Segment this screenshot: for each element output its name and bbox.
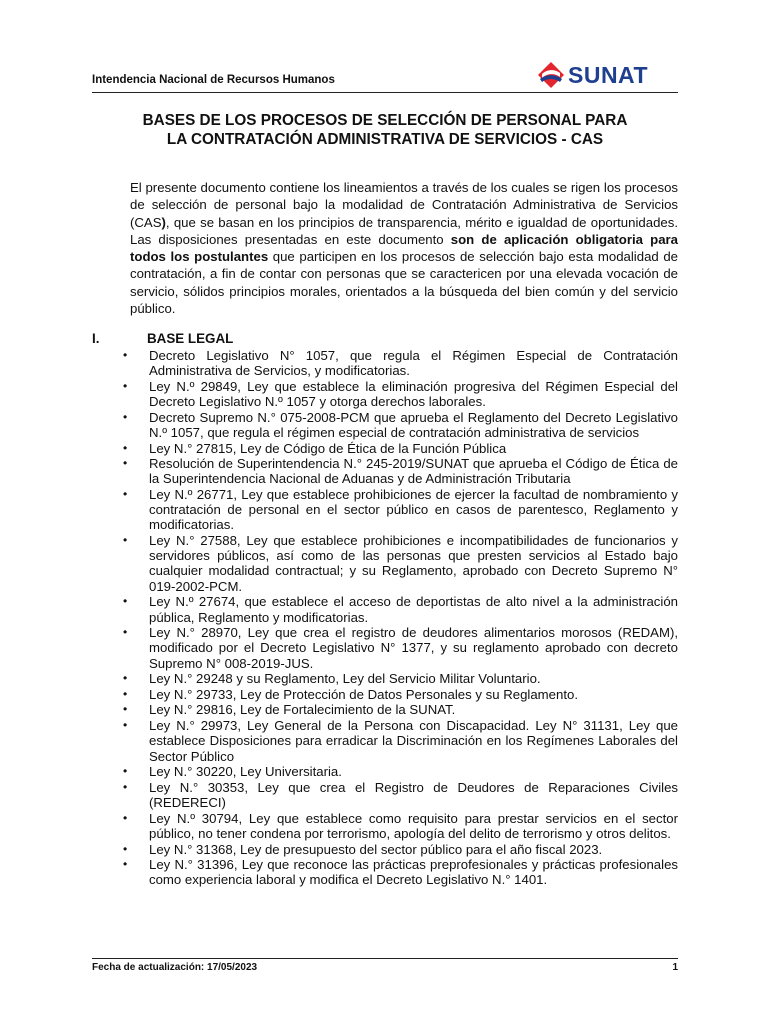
list-item	[92, 811, 678, 841]
list-item-text: Decreto Legislativo N° 1057, que regula el Régimen Especial de Contratación Administrativa de Servicios, y modificatorias.	[149, 348, 678, 379]
list-item-text: Ley N.° 29973, Ley General de la Persona con Discapacidad. Ley N° 31131, Ley que establece Disposiciones para erradicar la Discriminación en los Regímenes Laborales del Sector Público	[149, 718, 678, 764]
list-item-text: Ley N.º 27674, que establece el acceso de deportistas de alto nivel a la administración pública, Reglamento y modificatorias.	[149, 594, 678, 625]
list-item-text: Decreto Supremo N.° 075-2008-PCM que aprueba el Reglamento del Decreto Legislativo N.º 1057, que regula el régimen especial de contratación administrativa de servicios	[149, 409, 678, 440]
bullet-icon: •	[123, 764, 128, 779]
legal-list	[92, 348, 678, 888]
header-organization: Intendencia Nacional de Recursos Humanos	[92, 74, 335, 86]
bullet-icon: •	[123, 594, 128, 609]
list-item	[92, 702, 678, 717]
document-title	[92, 111, 678, 149]
bullet-icon: •	[123, 456, 128, 471]
list-item-text: Ley N.° 31396, Ley que reconoce las prácticas preprofesionales y prácticas profesionales como experiencia laboral y modifica el Decreto Legislativo N.° 1401.	[149, 857, 678, 888]
list-item	[92, 594, 678, 624]
list-item	[92, 410, 678, 440]
document-title-line-2: LA CONTRATACIÓN ADMINISTRATIVA DE SERVICIOS - CAS	[166, 131, 604, 148]
bullet-icon: •	[123, 857, 128, 872]
bullet-icon: •	[123, 625, 128, 640]
list-item	[92, 348, 678, 378]
list-item-text: Ley N.° 27815, Ley de Código de Ética de la Función Pública	[149, 440, 507, 456]
bullet-icon: •	[123, 378, 128, 393]
intro-bold-paren: )	[161, 214, 166, 230]
intro-text-2: , que se basan en los principios de transparencia, mérito e igualdad de oportunidades. Las disposiciones presentadas en este documento	[130, 214, 678, 247]
section-number: I.	[92, 331, 100, 346]
list-item-text: Ley N.º 26771, Ley que establece prohibiciones de ejercer la facultad de nombramiento y contratación de personal en el sector público en casos de parentesco, Reglamento y modificatorias.	[149, 487, 678, 533]
list-item	[92, 441, 678, 456]
header-divider	[92, 92, 678, 93]
footer-divider	[92, 958, 678, 959]
section-heading	[92, 330, 678, 347]
list-item-text: Ley N.º 29849, Ley que establece la eliminación progresiva del Régimen Especial del Decreto Legislativo N.º 1057 y otorga derechos laborales.	[149, 378, 678, 410]
bullet-icon: •	[123, 686, 128, 701]
section-base-legal	[92, 330, 678, 888]
list-item-text: Ley N.° 29816, Ley de Fortalecimiento de la SUNAT.	[149, 702, 456, 718]
list-item	[92, 764, 678, 779]
sunat-logo-text: SUNAT	[568, 61, 649, 88]
intro-bold-phrase: son de aplicación obligatoria para todos los postulantes	[130, 231, 679, 265]
bullet-icon: •	[123, 348, 128, 362]
list-item-text: Ley N.° 31368, Ley de presupuesto del sector público para el año fiscal 2023.	[149, 841, 603, 857]
bullet-icon: •	[123, 779, 128, 794]
list-item	[92, 671, 678, 686]
section-title: BASE LEGAL	[147, 331, 234, 346]
bullet-icon: •	[123, 533, 128, 548]
list-item-text: Ley N.° 29248 y su Reglamento, Ley del Servicio Militar Voluntario.	[149, 671, 541, 687]
intro-paragraph	[130, 179, 678, 317]
bullet-icon: •	[123, 841, 128, 856]
bullet-icon: •	[123, 487, 128, 502]
intro-text-1: El presente documento contiene los lineamientos a través de los cuales se rigen los procesos de selección de personal bajo la modalidad de Contratación Administrativa de Servicios (CAS	[130, 180, 678, 230]
bullet-icon: •	[123, 702, 128, 717]
document-title-line-1: BASES DE LOS PROCESOS DE SELECCIÓN DE PERSONAL PARA	[142, 112, 628, 129]
list-item	[92, 625, 678, 671]
list-item-text: Ley N.° 27588, Ley que establece prohibiciones e incompatibilidades de funcionarios y servidores públicos, así como de las personas que presten servicios al Estado bajo cualquier modalidad contractual; y su Reglamento, aprobado con Decreto Supremo N° 019-2002-PCM.	[149, 533, 678, 594]
bullet-icon: •	[123, 718, 128, 733]
list-item	[92, 456, 678, 486]
list-item-text: Resolución de Superintendencia N.° 245-2019/SUNAT que aprueba el Código de Ética de la Superintendencia Nacional de Aduanas y de Administración Tributaria	[149, 456, 678, 487]
list-item	[92, 487, 678, 533]
list-item	[92, 687, 678, 702]
list-item-text: Ley N.º 30794, Ley que establece como requisito para prestar servicios en el sector público, no tener condena por terrorismo, apología del delito de terrorismo y otros delitos.	[149, 810, 678, 841]
list-item-text: Ley N.° 28970, Ley que crea el registro de deudores alimentarios morosos (REDAM), modificado por el Decreto Legislativo N° 1377, y su reglamento aprobado con decreto Supremo N° 008-2019-JUS.	[149, 625, 678, 671]
list-item	[92, 780, 678, 810]
list-item	[92, 857, 678, 887]
bullet-icon: •	[123, 440, 128, 455]
footer-update-date: Fecha de actualización: 17/05/2023	[92, 962, 258, 973]
list-item-text: Ley N.° 30353, Ley que crea el Registro de Deudores de Reparaciones Civiles (REDERECI)	[149, 779, 678, 811]
page-number: 1	[672, 962, 678, 973]
sunat-logo-icon	[536, 60, 566, 90]
bullet-icon: •	[123, 671, 128, 686]
list-item	[92, 718, 678, 764]
bullet-icon: •	[123, 810, 128, 825]
list-item	[92, 533, 678, 594]
intro-text-3: que participen en los procesos de selección bajo esta modalidad de contratación, a fin de contar con personas que se caractericen por una elevada vocación de servicio, sólidos principios morales, orientados a la búsqueda del bien común y del servicio público.	[130, 249, 679, 317]
list-item-text: Ley N.° 29733, Ley de Protección de Datos Personales y su Reglamento.	[149, 686, 578, 702]
list-item	[92, 842, 678, 857]
bullet-icon: •	[123, 409, 128, 424]
list-item	[92, 379, 678, 409]
list-item-text: Ley N.° 30220, Ley Universitaria.	[149, 764, 342, 780]
sunat-logo	[536, 58, 678, 92]
